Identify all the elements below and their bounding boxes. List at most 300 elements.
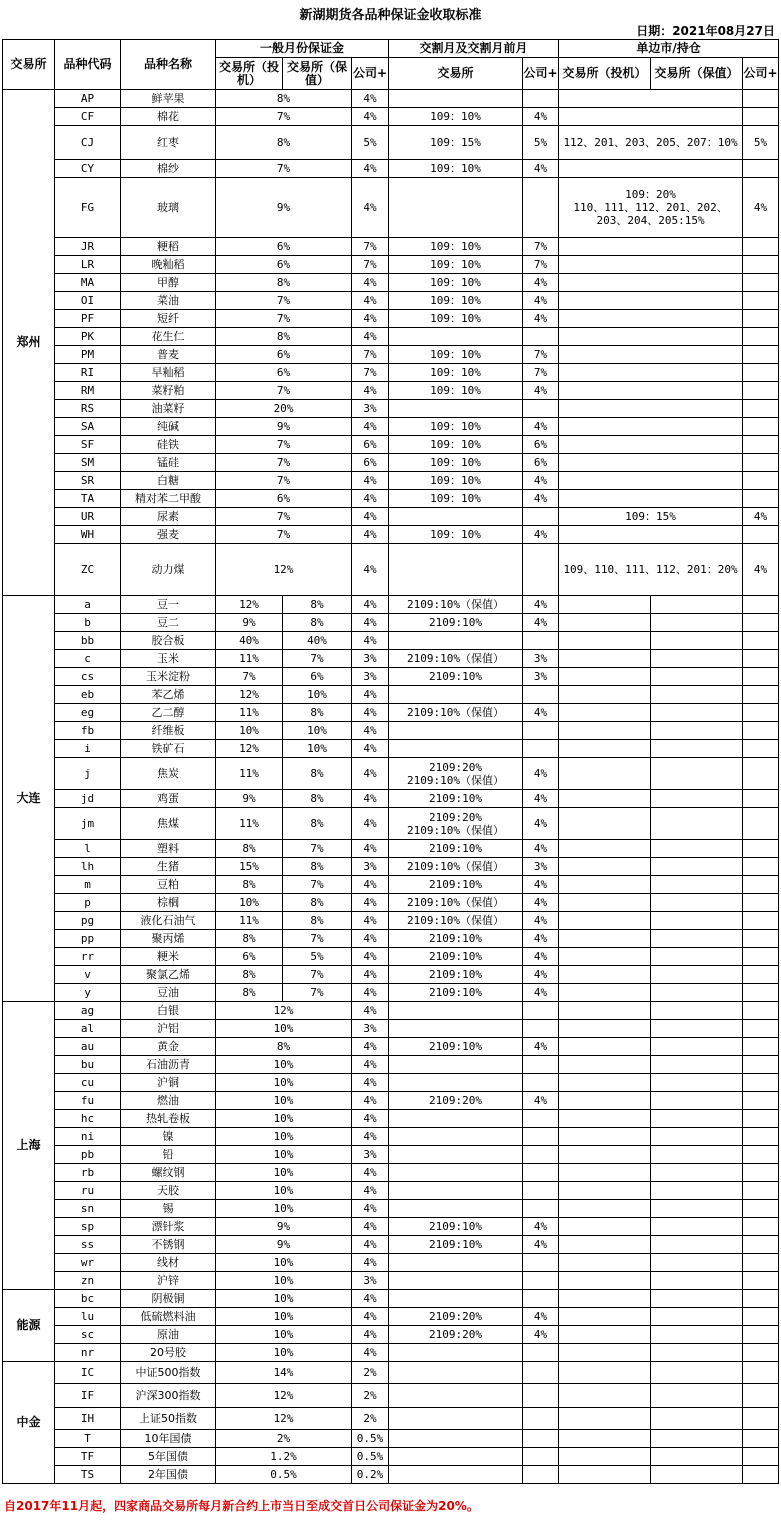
single-side-company-cell [743, 912, 779, 930]
product-code: j [55, 758, 121, 790]
table-row [3, 686, 779, 704]
general-spec-margin: 8% [216, 966, 283, 984]
single-side-company-margin [743, 418, 779, 436]
general-company-margin: 2% [352, 1408, 389, 1430]
single-side-spec-cell [559, 790, 651, 808]
table-row [3, 1002, 779, 1020]
single-side-margin [559, 346, 743, 364]
general-margin: 2% [216, 1430, 352, 1448]
table-row [3, 790, 779, 808]
product-code: nr [55, 1344, 121, 1362]
single-side-company-margin [743, 382, 779, 400]
delivery-company-margin: 3% [523, 668, 559, 686]
single-side-spec-cell [559, 1002, 651, 1020]
general-hedge-margin: 6% [283, 668, 352, 686]
general-spec-margin: 6% [216, 948, 283, 966]
single-side-company-cell [743, 790, 779, 808]
product-name: 玻璃 [121, 178, 216, 238]
delivery-company-margin [523, 508, 559, 526]
product-name: 阴极铜 [121, 1290, 216, 1308]
general-hedge-margin: 8% [283, 912, 352, 930]
table-row [3, 1182, 779, 1200]
delivery-margin [389, 1254, 523, 1272]
exchange-label: 大连 [3, 596, 55, 1002]
table-row [3, 274, 779, 292]
delivery-company-margin [523, 686, 559, 704]
delivery-margin: 109：10% [389, 160, 523, 178]
single-side-spec-cell [559, 722, 651, 740]
general-company-margin: 4% [352, 160, 389, 178]
single-side-margin [559, 238, 743, 256]
single-side-margin [559, 436, 743, 454]
delivery-margin: 109：10% [389, 472, 523, 490]
general-margin: 10% [216, 1308, 352, 1326]
general-hedge-margin: 5% [283, 948, 352, 966]
general-hedge-margin: 8% [283, 858, 352, 876]
delivery-company-margin: 4% [523, 876, 559, 894]
general-spec-margin: 15% [216, 858, 283, 876]
product-name: 塑料 [121, 840, 216, 858]
general-hedge-margin: 7% [283, 876, 352, 894]
delivery-company-margin: 4% [523, 274, 559, 292]
single-side-company-cell [743, 1020, 779, 1038]
general-spec-margin: 9% [216, 790, 283, 808]
table-row [3, 614, 779, 632]
general-hedge-margin: 7% [283, 984, 352, 1002]
single-side-spec-cell [559, 1466, 651, 1484]
general-company-margin: 0.5% [352, 1430, 389, 1448]
general-company-margin: 4% [352, 740, 389, 758]
general-spec-margin: 8% [216, 876, 283, 894]
single-side-margin [559, 526, 743, 544]
single-side-company-cell [743, 740, 779, 758]
single-side-spec-cell [559, 1290, 651, 1308]
header-single-spec: 交易所（投机） [559, 58, 651, 90]
general-margin: 7% [216, 292, 352, 310]
product-name: 棉纱 [121, 160, 216, 178]
delivery-company-margin [523, 178, 559, 238]
delivery-margin: 2109:10% [389, 840, 523, 858]
delivery-margin: 2109:20% [389, 1326, 523, 1344]
general-company-margin: 4% [352, 912, 389, 930]
general-margin: 6% [216, 238, 352, 256]
single-side-margin [559, 328, 743, 346]
product-code: TF [55, 1448, 121, 1466]
product-name: 粳稻 [121, 238, 216, 256]
product-code: cu [55, 1074, 121, 1092]
single-side-spec-cell [559, 758, 651, 790]
general-hedge-margin: 7% [283, 840, 352, 858]
general-company-margin: 4% [352, 1236, 389, 1254]
delivery-margin: 109：10% [389, 238, 523, 256]
table-row [3, 1218, 779, 1236]
product-name: 石油沥青 [121, 1056, 216, 1074]
delivery-company-margin: 4% [523, 1236, 559, 1254]
general-company-margin: 4% [352, 1002, 389, 1020]
product-code: rb [55, 1164, 121, 1182]
delivery-margin: 2109:10% [389, 966, 523, 984]
general-hedge-margin: 7% [283, 930, 352, 948]
general-spec-margin: 10% [216, 722, 283, 740]
delivery-margin: 109：10% [389, 436, 523, 454]
single-side-company-cell [743, 758, 779, 790]
product-name: 线材 [121, 1254, 216, 1272]
general-company-margin: 4% [352, 686, 389, 704]
general-margin: 8% [216, 274, 352, 292]
single-side-hedge-cell [651, 1344, 743, 1362]
single-side-hedge-cell [651, 1146, 743, 1164]
general-company-margin: 4% [352, 1056, 389, 1074]
single-side-spec-cell [559, 1254, 651, 1272]
single-side-hedge-cell [651, 758, 743, 790]
delivery-margin: 2109:10% [389, 1038, 523, 1056]
single-side-spec-cell [559, 1092, 651, 1110]
table-row [3, 858, 779, 876]
delivery-margin: 2109:10% [389, 1236, 523, 1254]
product-name: 燃油 [121, 1092, 216, 1110]
single-side-hedge-cell [651, 668, 743, 686]
delivery-margin [389, 508, 523, 526]
general-margin: 20% [216, 400, 352, 418]
single-side-hedge-cell [651, 1384, 743, 1408]
single-side-margin [559, 256, 743, 274]
general-company-margin: 5% [352, 126, 389, 160]
delivery-company-margin: 7% [523, 364, 559, 382]
delivery-company-margin [523, 740, 559, 758]
product-name: 低硫燃料油 [121, 1308, 216, 1326]
general-spec-margin: 12% [216, 596, 283, 614]
single-side-spec-cell [559, 1362, 651, 1384]
delivery-company-margin: 4% [523, 1092, 559, 1110]
general-company-margin: 4% [352, 1038, 389, 1056]
general-spec-margin: 11% [216, 808, 283, 840]
product-code: eg [55, 704, 121, 722]
product-code: ru [55, 1182, 121, 1200]
header-row-1 [3, 40, 779, 58]
general-margin: 7% [216, 472, 352, 490]
product-code: IF [55, 1384, 121, 1408]
general-spec-margin: 12% [216, 686, 283, 704]
product-code: LR [55, 256, 121, 274]
general-spec-margin: 8% [216, 984, 283, 1002]
delivery-margin: 2109:10% [389, 668, 523, 686]
delivery-margin: 2109:10% [389, 1218, 523, 1236]
single-side-company-margin: 4% [743, 544, 779, 596]
general-hedge-margin: 7% [283, 650, 352, 668]
report-date: 日期：2021年08月27日 [636, 24, 775, 38]
general-margin: 10% [216, 1092, 352, 1110]
product-name: 晚籼稻 [121, 256, 216, 274]
product-code: RS [55, 400, 121, 418]
product-name: 镍 [121, 1128, 216, 1146]
product-code: RM [55, 382, 121, 400]
general-margin: 10% [216, 1182, 352, 1200]
delivery-company-margin: 7% [523, 346, 559, 364]
single-side-margin: 112、201、203、205、207：10% [559, 126, 743, 160]
table-row [3, 1448, 779, 1466]
single-side-company-margin [743, 364, 779, 382]
header-exchange: 交易所 [3, 40, 55, 90]
single-side-company-cell [743, 1002, 779, 1020]
table-row [3, 1092, 779, 1110]
single-side-company-cell [743, 1290, 779, 1308]
general-margin: 6% [216, 490, 352, 508]
product-name: 乙二醇 [121, 704, 216, 722]
delivery-company-margin: 4% [523, 948, 559, 966]
delivery-margin: 2109:20% 2109:10%（保值） [389, 808, 523, 840]
product-code: wr [55, 1254, 121, 1272]
single-side-company-cell [743, 1146, 779, 1164]
single-side-hedge-cell [651, 858, 743, 876]
delivery-margin [389, 1362, 523, 1384]
product-code: bc [55, 1290, 121, 1308]
product-name: 硅铁 [121, 436, 216, 454]
general-margin: 10% [216, 1326, 352, 1344]
product-name: 尿素 [121, 508, 216, 526]
table-row [3, 1290, 779, 1308]
general-company-margin: 3% [352, 1146, 389, 1164]
single-side-hedge-cell [651, 876, 743, 894]
delivery-margin [389, 1272, 523, 1290]
product-name: 玉米 [121, 650, 216, 668]
general-company-margin: 7% [352, 238, 389, 256]
product-code: PF [55, 310, 121, 328]
table-row [3, 876, 779, 894]
general-company-margin: 4% [352, 722, 389, 740]
general-margin: 7% [216, 310, 352, 328]
general-company-margin: 7% [352, 256, 389, 274]
table-row [3, 160, 779, 178]
delivery-company-margin: 4% [523, 1038, 559, 1056]
delivery-margin: 2109:10%（保值） [389, 704, 523, 722]
single-side-hedge-cell [651, 912, 743, 930]
product-name: 胶合板 [121, 632, 216, 650]
single-side-company-cell [743, 1384, 779, 1408]
single-side-margin [559, 454, 743, 472]
single-side-margin [559, 310, 743, 328]
single-side-company-cell [743, 1182, 779, 1200]
product-name: 豆粕 [121, 876, 216, 894]
delivery-margin [389, 1290, 523, 1308]
general-margin: 7% [216, 436, 352, 454]
general-company-margin: 2% [352, 1362, 389, 1384]
single-side-company-margin [743, 490, 779, 508]
delivery-company-margin [523, 544, 559, 596]
general-margin: 12% [216, 1002, 352, 1020]
single-side-spec-cell [559, 1182, 651, 1200]
general-company-margin: 4% [352, 704, 389, 722]
general-company-margin: 4% [352, 1218, 389, 1236]
product-name: 聚氯乙烯 [121, 966, 216, 984]
table-row [3, 400, 779, 418]
single-side-hedge-cell [651, 808, 743, 840]
product-code: AP [55, 90, 121, 108]
delivery-company-margin: 4% [523, 912, 559, 930]
exchange-label: 郑州 [3, 90, 55, 596]
single-side-company-cell [743, 1128, 779, 1146]
table-row [3, 126, 779, 160]
product-code: y [55, 984, 121, 1002]
single-side-company-cell [743, 1056, 779, 1074]
exchange-label: 中金 [3, 1362, 55, 1484]
product-name: 沪深300指数 [121, 1384, 216, 1408]
table-row [3, 328, 779, 346]
general-company-margin: 4% [352, 930, 389, 948]
general-company-margin: 2% [352, 1384, 389, 1408]
single-side-spec-cell [559, 1236, 651, 1254]
product-name: 玉米淀粉 [121, 668, 216, 686]
general-company-margin: 3% [352, 668, 389, 686]
product-name: 鲜苹果 [121, 90, 216, 108]
general-company-margin: 4% [352, 1344, 389, 1362]
general-hedge-margin: 8% [283, 758, 352, 790]
general-margin: 10% [216, 1344, 352, 1362]
product-name: 豆一 [121, 596, 216, 614]
product-name: 动力煤 [121, 544, 216, 596]
single-side-company-cell [743, 808, 779, 840]
delivery-company-margin: 4% [523, 614, 559, 632]
delivery-company-margin [523, 1020, 559, 1038]
single-side-hedge-cell [651, 840, 743, 858]
delivery-margin [389, 740, 523, 758]
single-side-company-margin [743, 346, 779, 364]
delivery-margin [389, 1002, 523, 1020]
single-side-spec-cell [559, 1128, 651, 1146]
general-margin: 7% [216, 526, 352, 544]
single-side-hedge-cell [651, 1362, 743, 1384]
delivery-margin: 109：10% [389, 346, 523, 364]
general-margin: 10% [216, 1020, 352, 1038]
general-company-margin: 4% [352, 1110, 389, 1128]
table-row [3, 256, 779, 274]
product-code: l [55, 840, 121, 858]
delivery-company-margin [523, 1074, 559, 1092]
product-code: JR [55, 238, 121, 256]
table-row [3, 508, 779, 526]
general-company-margin: 4% [352, 526, 389, 544]
general-margin: 8% [216, 328, 352, 346]
product-code: PM [55, 346, 121, 364]
general-company-margin: 4% [352, 1164, 389, 1182]
delivery-company-margin [523, 1290, 559, 1308]
delivery-company-margin: 4% [523, 526, 559, 544]
single-side-hedge-cell [651, 1308, 743, 1326]
general-company-margin: 4% [352, 90, 389, 108]
single-side-hedge-cell [651, 740, 743, 758]
table-row [3, 894, 779, 912]
product-code: T [55, 1430, 121, 1448]
general-spec-margin: 8% [216, 930, 283, 948]
general-company-margin: 4% [352, 632, 389, 650]
single-side-company-cell [743, 1038, 779, 1056]
single-side-company-margin [743, 274, 779, 292]
product-name: 早籼稻 [121, 364, 216, 382]
single-side-company-margin: 4% [743, 508, 779, 526]
product-name: 5年国债 [121, 1448, 216, 1466]
product-name: 纤维板 [121, 722, 216, 740]
product-code: CY [55, 160, 121, 178]
general-company-margin: 4% [352, 490, 389, 508]
product-code: CJ [55, 126, 121, 160]
general-company-margin: 4% [352, 840, 389, 858]
general-company-margin: 4% [352, 310, 389, 328]
product-code: OI [55, 292, 121, 310]
delivery-margin: 2109:10% [389, 790, 523, 808]
product-code: IH [55, 1408, 121, 1430]
single-side-hedge-cell [651, 790, 743, 808]
table-row [3, 1384, 779, 1408]
single-side-hedge-cell [651, 1056, 743, 1074]
product-name: 强麦 [121, 526, 216, 544]
product-code: sc [55, 1326, 121, 1344]
delivery-company-margin [523, 1146, 559, 1164]
single-side-company-cell [743, 1074, 779, 1092]
general-margin: 8% [216, 126, 352, 160]
single-side-hedge-cell [651, 1110, 743, 1128]
product-name: 精对苯二甲酸 [121, 490, 216, 508]
product-code: ss [55, 1236, 121, 1254]
product-name: 聚丙烯 [121, 930, 216, 948]
single-side-company-cell [743, 858, 779, 876]
general-company-margin: 4% [352, 1092, 389, 1110]
general-company-margin: 4% [352, 1074, 389, 1092]
product-code: SF [55, 436, 121, 454]
general-company-margin: 4% [352, 614, 389, 632]
single-side-company-cell [743, 1254, 779, 1272]
single-side-company-margin [743, 328, 779, 346]
general-company-margin: 4% [352, 1308, 389, 1326]
product-code: b [55, 614, 121, 632]
delivery-margin [389, 328, 523, 346]
delivery-margin: 109：10% [389, 382, 523, 400]
single-side-company-cell [743, 722, 779, 740]
general-company-margin: 4% [352, 1254, 389, 1272]
single-side-company-cell [743, 1308, 779, 1326]
table-row [3, 178, 779, 238]
table-row [3, 912, 779, 930]
general-margin: 9% [216, 1218, 352, 1236]
product-name: 普麦 [121, 346, 216, 364]
product-code: lu [55, 1308, 121, 1326]
delivery-company-margin [523, 1466, 559, 1484]
product-code: cs [55, 668, 121, 686]
single-side-company-margin [743, 400, 779, 418]
delivery-margin: 109：10% [389, 364, 523, 382]
table-row [3, 364, 779, 382]
table-row [3, 1254, 779, 1272]
single-side-margin [559, 418, 743, 436]
single-side-company-cell [743, 704, 779, 722]
delivery-margin: 2109:10%（保值） [389, 596, 523, 614]
single-side-hedge-cell [651, 1290, 743, 1308]
single-side-company-cell [743, 1092, 779, 1110]
general-spec-margin: 40% [216, 632, 283, 650]
general-company-margin: 4% [352, 984, 389, 1002]
product-code: MA [55, 274, 121, 292]
delivery-margin [389, 1164, 523, 1182]
single-side-spec-cell [559, 966, 651, 984]
single-side-spec-cell [559, 1218, 651, 1236]
delivery-margin: 109：10% [389, 454, 523, 472]
delivery-margin [389, 1200, 523, 1218]
product-name: 油菜籽 [121, 400, 216, 418]
single-side-company-margin: 4% [743, 178, 779, 238]
general-margin: 8% [216, 90, 352, 108]
single-side-company-cell [743, 876, 779, 894]
table-row [3, 668, 779, 686]
product-code: p [55, 894, 121, 912]
delivery-company-margin: 4% [523, 1326, 559, 1344]
